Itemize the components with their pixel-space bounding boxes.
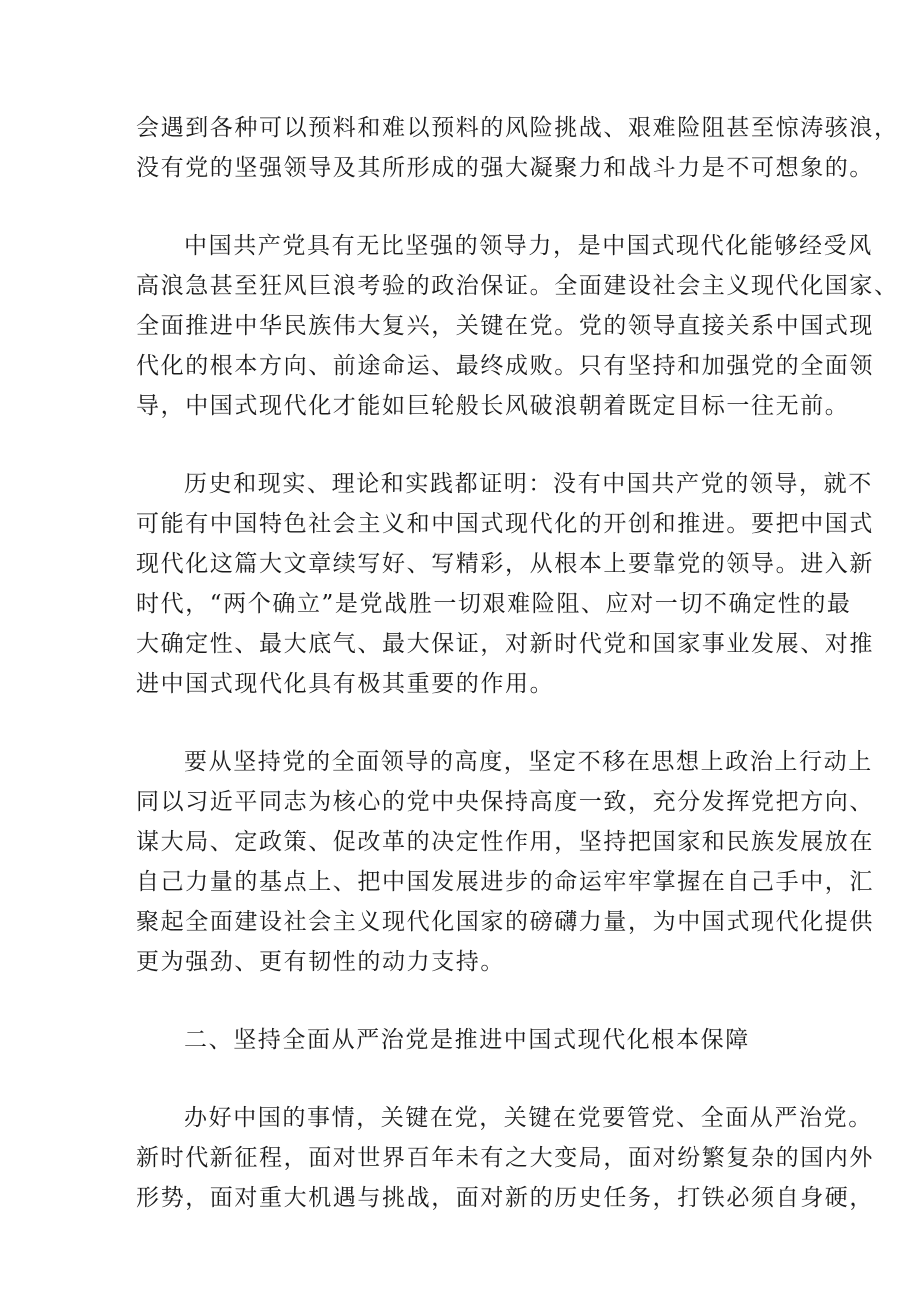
text-line: 历史和现实、理论和实践都证明：没有中国共产党的领导，就不 [184, 471, 873, 497]
text-line: 高浪急甚至狂风巨浪考验的政治保证。全面建设社会主义现代化国家、 [136, 273, 899, 299]
text-line: 没有党的坚强领导及其所形成的强大凝聚力和战斗力是不可想象的。 [136, 155, 874, 181]
text-line: 中国共产党具有无比坚强的领导力，是中国式现代化能够经受风 [184, 233, 873, 259]
text-line: 全面推进中华民族伟大复兴，关键在党。党的领导直接关系中国式现 [136, 313, 874, 339]
section-heading [136, 1020, 800, 1060]
text-line: 代化的根本方向、前途命运、最终成败。只有坚持和加强党的全面领 [136, 353, 874, 379]
paragraph [136, 464, 874, 704]
text-line: 大确定性、最大底气、最大保证，对新时代党和国家事业发展、对推 [136, 631, 874, 657]
text-line: 办好中国的事情，关键在党，关键在党要管党、全面从严治党。 [184, 1105, 873, 1131]
text-line: 同以习近平同志为核心的党中央保持高度一致，充分发挥党把方向、 [136, 789, 874, 815]
text-line: 谋大局、定政策、促改革的决定性作用，坚持把国家和民族发展放在 [136, 829, 874, 855]
paragraph [136, 1098, 874, 1218]
text-line: 新时代新征程，面对世界百年未有之大变局，面对纷繁复杂的国内外 [136, 1145, 874, 1171]
text-line: 可能有中国特色社会主义和中国式现代化的开创和推进。要把中国式 [136, 511, 874, 537]
text-line: 要从坚持党的全面领导的高度，坚定不移在思想上政治上行动上 [184, 749, 873, 775]
paragraph [136, 108, 899, 188]
text-line: 自己力量的基点上、把中国发展进步的命运牢牢掌握在自己手中，汇 [136, 869, 874, 895]
text-line: 会遇到各种可以预料和难以预料的风险挑战、艰难险阻甚至惊涛骇浪， [136, 115, 899, 141]
paragraph-gap [136, 1060, 800, 1098]
heading-text: 二、坚持全面从严治党是推进中国式现代化根本保障 [184, 1027, 750, 1053]
text-line: 导，中国式现代化才能如巨轮般长风破浪朝着既定目标一往无前。 [136, 393, 850, 419]
text-line: 更为强劲、更有韧性的动力支持。 [136, 949, 505, 975]
paragraph-gap [136, 188, 800, 226]
text-line: 聚起全面建设社会主义现代化国家的磅礴力量，为中国式现代化提供 [136, 909, 874, 935]
paragraph-gap [136, 704, 800, 742]
paragraph-gap [136, 426, 800, 464]
document-body [136, 108, 899, 1218]
text-line: 现代化这篇大文章续写好、写精彩，从根本上要靠党的领导。进入新 [136, 551, 874, 577]
paragraph-gap [136, 982, 800, 1020]
text-line: 进中国式现代化具有极其重要的作用。 [136, 671, 555, 697]
text-line: 形势，面对重大机遇与挑战，面对新的历史任务，打铁必须自身硬， [136, 1185, 874, 1211]
text-line: 时代，“两个确立”是党战胜一切艰难险阻、应对一切不确定性的最 [136, 591, 852, 617]
paragraph [136, 742, 874, 982]
paragraph [136, 226, 899, 426]
